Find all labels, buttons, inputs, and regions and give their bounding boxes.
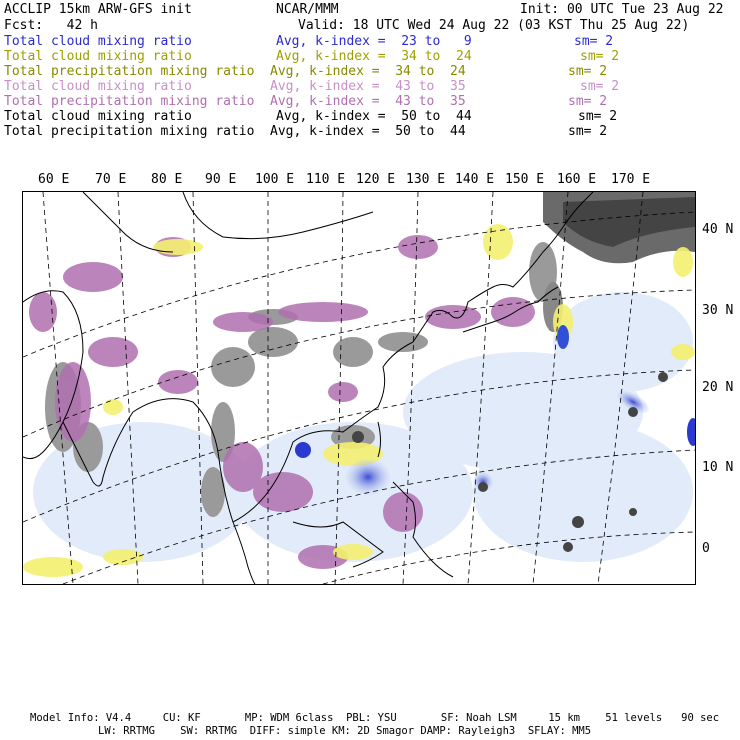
init-time: Init: 00 UTC Tue 23 Aug 22 xyxy=(520,2,724,17)
field-smoothing: sm= 2 xyxy=(568,94,608,109)
field-smoothing: sm= 2 xyxy=(580,79,620,94)
longitude-label: 140 E xyxy=(455,172,495,187)
field-name: Total precipitation mixing ratio xyxy=(4,124,255,139)
map-panel xyxy=(22,191,696,585)
field-smoothing: sm= 2 xyxy=(568,124,608,139)
field-k-index: Avg, k-index = 34 to 24 xyxy=(276,49,472,64)
field-name: Total precipitation mixing ratio xyxy=(4,64,255,79)
field-name: Total cloud mixing ratio xyxy=(4,49,192,64)
forecast-map xyxy=(23,192,695,584)
valid-time: Valid: 18 UTC Wed 24 Aug 22 (03 KST Thu 25 Aug 22) xyxy=(298,18,690,33)
longitude-label: 170 E xyxy=(611,172,651,187)
field-k-index: Avg, k-index = 43 to 35 xyxy=(270,94,466,109)
model-info-line1: Model Info: V4.4 CU: KF MP: WDM 6class PBL: YSU SF: Noah LSM 15 km 51 levels 90 sec xyxy=(30,712,720,724)
field-k-index: Avg, k-index = 50 to 44 xyxy=(270,124,466,139)
latitude-label: 40 N xyxy=(702,222,734,237)
latitude-label: 30 N xyxy=(702,303,734,318)
longitude-label: 130 E xyxy=(406,172,446,187)
organization-label: NCAR/MMM xyxy=(276,2,339,17)
field-smoothing: sm= 2 xyxy=(574,34,614,49)
longitude-label: 80 E xyxy=(151,172,183,187)
longitude-label: 60 E xyxy=(38,172,70,187)
field-k-index: Avg, k-index = 23 to 9 xyxy=(276,34,472,49)
forecast-hour: Fcst: 42 h xyxy=(4,18,98,33)
longitude-label: 150 E xyxy=(505,172,545,187)
longitude-label: 160 E xyxy=(557,172,597,187)
field-smoothing: sm= 2 xyxy=(580,49,620,64)
field-k-index: Avg, k-index = 50 to 44 xyxy=(276,109,472,124)
longitude-label: 70 E xyxy=(95,172,127,187)
longitude-label: 100 E xyxy=(255,172,295,187)
field-name: Total cloud mixing ratio xyxy=(4,34,192,49)
field-name: Total cloud mixing ratio xyxy=(4,79,192,94)
field-smoothing: sm= 2 xyxy=(578,109,618,124)
field-name: Total cloud mixing ratio xyxy=(4,109,192,124)
field-smoothing: sm= 2 xyxy=(568,64,608,79)
field-name: Total precipitation mixing ratio xyxy=(4,94,255,109)
field-k-index: Avg, k-index = 43 to 35 xyxy=(270,79,466,94)
longitude-label: 90 E xyxy=(205,172,237,187)
latitude-label: 10 N xyxy=(702,460,734,475)
field-k-index: Avg, k-index = 34 to 24 xyxy=(270,64,466,79)
model-title: ACCLIP 15km ARW-GFS init xyxy=(4,2,192,17)
latitude-label: 20 N xyxy=(702,380,734,395)
latitude-label: 0 xyxy=(702,541,710,556)
model-info-line2: LW: RRTMG SW: RRTMG DIFF: simple KM: 2D Smagor DAMP: Rayleigh3 SFLAY: MM5 xyxy=(98,725,592,737)
longitude-label: 110 E xyxy=(306,172,346,187)
longitude-label: 120 E xyxy=(356,172,396,187)
